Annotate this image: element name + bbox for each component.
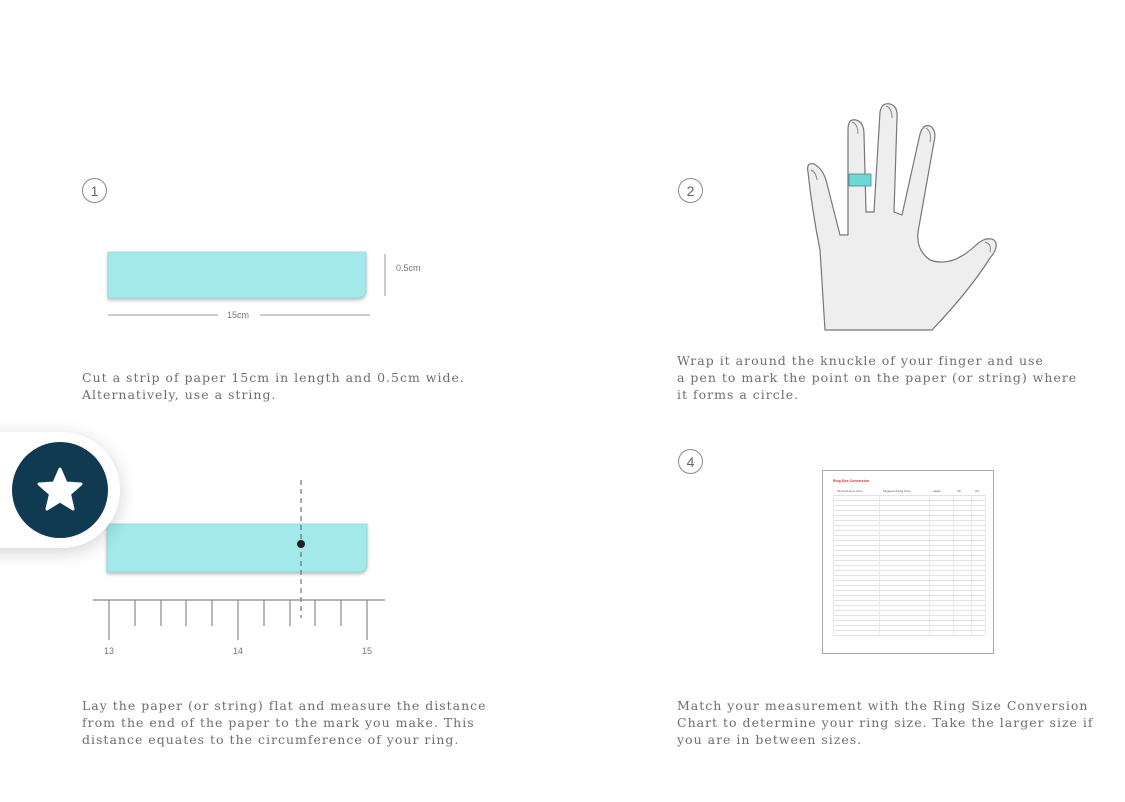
paper-strip xyxy=(108,252,366,298)
chart-column-line xyxy=(953,495,954,635)
chart-row-line xyxy=(833,545,985,546)
chart-row-line xyxy=(833,555,985,556)
chart-column-line xyxy=(985,495,986,635)
chart-row-line xyxy=(833,510,985,511)
ruler-label-13: 13 xyxy=(104,646,115,656)
chart-column-line xyxy=(833,495,834,635)
conversion-chart-thumbnail xyxy=(822,470,994,654)
step-2-description: Wrap it around the knuckle of your finger and use a pen to mark the point on the paper (or string) where it forms a circle. xyxy=(677,353,1078,402)
chart-row-line xyxy=(833,540,985,541)
chart-row-line xyxy=(833,620,985,621)
step-4-number: 4 xyxy=(678,449,703,474)
chart-row-line xyxy=(833,605,985,606)
length-label: 15cm xyxy=(227,310,250,320)
star-icon xyxy=(35,465,85,515)
chart-row-line xyxy=(833,515,985,516)
ruler-label-14: 14 xyxy=(233,646,244,656)
chart-row-line xyxy=(833,590,985,591)
chart-row-line xyxy=(833,535,985,536)
chart-row-line xyxy=(833,615,985,616)
paper-strip-marked xyxy=(107,524,367,572)
step-2-number: 2 xyxy=(678,178,703,203)
chart-row-line xyxy=(833,530,985,531)
chart-column-line xyxy=(879,495,880,635)
step-4-description: Match your measurement with the Ring Size Conversion Chart to determine your ring size. Take the larger size if you are in between sizes. xyxy=(677,698,1094,747)
chart-thumbnail-headers: Circumference (mm) Singapore/Hong Kong Japan UK US xyxy=(837,489,979,493)
chart-row-line xyxy=(833,575,985,576)
paper-wrapped-ring xyxy=(849,174,871,186)
chart-row-line xyxy=(833,630,985,631)
chart-row-line xyxy=(833,595,985,596)
hand-illustration xyxy=(800,100,1005,332)
chart-row-line xyxy=(833,495,985,496)
chart-row-line xyxy=(833,625,985,626)
chart-row-line xyxy=(833,570,985,571)
pen-mark xyxy=(297,540,305,548)
ruler-ticks xyxy=(109,600,367,640)
ruler-measurement-diagram xyxy=(85,478,395,668)
chart-row-line xyxy=(833,560,985,561)
paper-strip-diagram xyxy=(100,248,430,328)
step-1-description: Cut a strip of paper 15cm in length and 0.5cm wide. Alternatively, use a string. xyxy=(82,370,465,402)
chart-row-line xyxy=(833,520,985,521)
chart-thumbnail-rows xyxy=(833,495,985,635)
chart-row-line xyxy=(833,600,985,601)
step-3-description: Lay the paper (or string) flat and measure the distance from the end of the paper to the mark you make. This distance equates to the circumference of your ring. xyxy=(82,698,487,747)
width-label: 0.5cm xyxy=(396,263,421,273)
chart-row-line xyxy=(833,585,985,586)
chart-row-line xyxy=(833,550,985,551)
chart-row-line xyxy=(833,500,985,501)
chart-column-line xyxy=(971,495,972,635)
chart-row-line xyxy=(833,610,985,611)
chart-row-line xyxy=(833,635,985,636)
favorite-star-button[interactable] xyxy=(12,442,108,538)
chart-row-line xyxy=(833,525,985,526)
chart-thumbnail-title: Ring Size Conversion xyxy=(833,479,869,483)
chart-row-line xyxy=(833,565,985,566)
ruler-label-15: 15 xyxy=(362,646,373,656)
chart-row-line xyxy=(833,580,985,581)
hand-shape xyxy=(808,104,997,330)
chart-row-line xyxy=(833,505,985,506)
step-1-number: 1 xyxy=(82,178,107,203)
chart-column-line xyxy=(929,495,930,635)
